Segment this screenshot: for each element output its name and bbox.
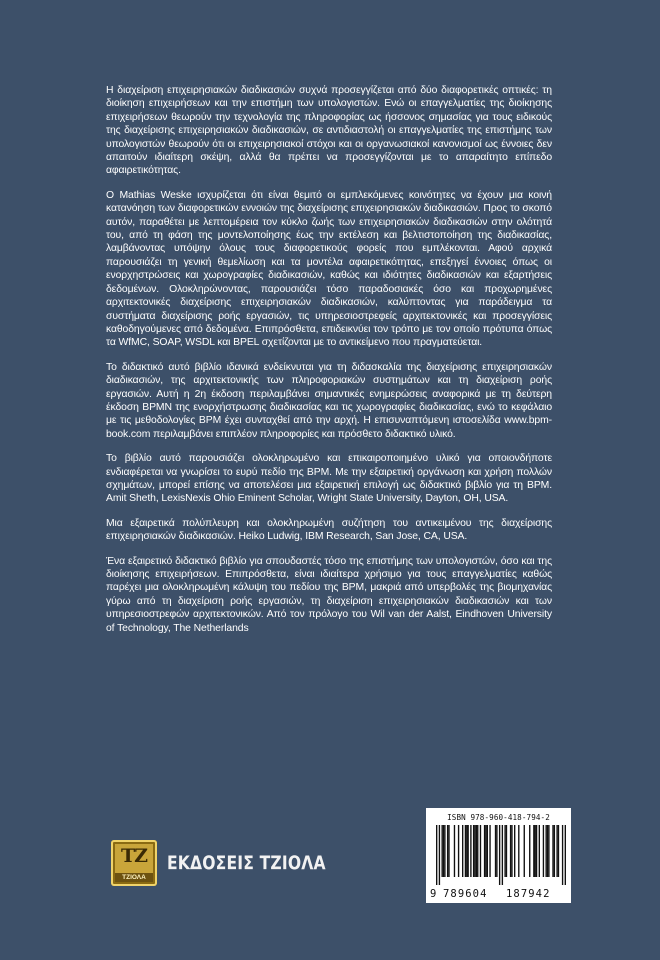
blurb-paragraph-2: Ο Mathias Weske ισχυρίζεται ότι είναι θεμιτό οι εμπλεκόμενες κοινότητες να έχουν μια κοινή κατανόηση των διαφορετικών εννοιών της διαχείρισης επιχειρησιακών διαδικασιών. Προς το σκοπό αυτόν, παραθέτει με λεπτομέρεια τον κύκλο ζωής των επιχειρησιακών διαδικασιών στην ολότητά του, από τη φάση της μοντελοποίησης έως την εκτέλεση και βελτιστοποίηση της διαδικασίας, λαμβάνοντας υπόψην όλους τους διαφορετικούς φορείς που εμπλέκονται. Αφού αρχικά παρουσιάζει τη γενική θεμελίωση και τα μοντέλα αφαιρετικότητας, επεξηγεί έννοιες όπως οι ενορχηστρώσεις και χωρογραφίες διαδικασιών, καθώς και ιδιότητες διαδικασιών και εξαρτήσεις δεδομένων. Ολοκληρώνοντας, παρουσιάζει τόσο παραδοσιακές όσο και προχωρημένες αρχιτεκτονικές διαχείρισης επιχειρησιακών διαδικασιών, καλύπτοντας για παράδειγμα τα συστήματα διαχείρισης ροής εργασιών, τις υπηρεσιοστρεφείς αρχιτεκτονικές και προσεγγίσεις καθοδηγούμενες από δεδομένα. Επιπρόσθετα, επιδεικνύει τον τρόπο με τον οποίο πρότυπα όπως τα WfMC, SOAP, WSDL και BPEL σχετίζονται με το αντικείμενο που πραγματεύεται. bbox=[106, 189, 552, 349]
barcode-bar bbox=[524, 825, 525, 877]
barcode-bar bbox=[489, 825, 490, 877]
barcode-bar bbox=[485, 825, 486, 877]
publisher-name: ΕΚΔΟΣΕΙΣ ΤΖΙΟΛΑ bbox=[167, 852, 326, 874]
barcode-bar bbox=[454, 825, 455, 877]
logo-label: ΤΖΙΟΛΑ bbox=[115, 873, 153, 882]
barcode-bar bbox=[504, 825, 505, 877]
isbn-text: ISBN 978-960-418-794-2 bbox=[447, 813, 550, 822]
barcode-bar bbox=[436, 825, 437, 885]
barcode-digits-right: 187942 bbox=[506, 888, 551, 900]
barcode-bar bbox=[480, 825, 481, 877]
barcode-bar bbox=[470, 825, 471, 877]
barcode-bar bbox=[487, 825, 488, 877]
barcode-bar bbox=[529, 825, 530, 877]
barcode-bar bbox=[556, 825, 557, 877]
barcode-bar bbox=[466, 825, 467, 877]
barcode-bar bbox=[448, 825, 449, 877]
barcode-bar bbox=[439, 825, 440, 885]
barcode-bar bbox=[484, 825, 485, 877]
barcode-bar bbox=[476, 825, 477, 877]
barcode-bar bbox=[565, 825, 566, 885]
barcode-bar bbox=[444, 825, 445, 877]
blurb-paragraph-5: Μια εξαιρετικά πολύπλευρη και ολοκληρωμένη συζήτηση του αντικειμένου της διαχείρισης επιχειρησιακών διαδικασιών. Heiko Ludwig, IBM Research, San Jose, CA, USA. bbox=[106, 517, 552, 543]
barcode-bar bbox=[474, 825, 475, 877]
barcode-bar bbox=[539, 825, 540, 877]
barcode-bar bbox=[473, 825, 474, 877]
blurb-paragraph-4: Το βιβλίο αυτό παρουσιάζει ολοκληρωμένο και επικαιροποιημένο υλικό για οποιονδήποτε ενδιαφέρεται να γνωρίσει το ευρύ πεδίο της BPM. Με την εξαιρετική οργάνωση και χρήση πολλών σχημάτων, μπορεί επίσης να αποτελέσει μια εξαιρετική επιλογή ως διδακτικό βιβλίο για τη BPM. Amit Sheth, LexisNexis Ohio Eminent Scholar, Wright State University, Dayton, OH, USA. bbox=[106, 453, 552, 505]
logo-monogram: ΤΖ bbox=[120, 845, 147, 867]
barcode-bar bbox=[547, 825, 548, 877]
barcode-bar bbox=[543, 825, 544, 877]
barcode-bar bbox=[506, 825, 507, 877]
barcode-bar bbox=[511, 825, 512, 877]
barcode-digit-first: 9 bbox=[430, 888, 437, 900]
barcode bbox=[426, 808, 571, 903]
barcode-bar bbox=[536, 825, 537, 877]
barcode-bar bbox=[495, 825, 496, 877]
barcode-bar bbox=[535, 825, 536, 877]
barcode-bars bbox=[436, 825, 566, 885]
barcode-bar bbox=[548, 825, 549, 877]
barcode-bar bbox=[447, 825, 448, 877]
publisher-logo-icon bbox=[111, 840, 157, 886]
barcode-bar bbox=[441, 825, 442, 877]
blurb-paragraph-6: Ένα εξαιρετικό διδακτικό βιβλίο για σπουδαστές τόσο της επιστήμης των υπολογιστών, όσο και της διοίκησης επιχειρήσεων. Επιπρόσθετα, είναι ιδιαίτερα χρήσιμο για τους επαγγελματίες καθώς παρέχει μια ολοκληρωμένη κάλυψη του πεδίου της BPM, μακριά από υπερβολές της βιομηχανίας γύρω από τη διαχείριση ροής εργασιών, τη διαχείριση επιχειρησιακών διαδικασιών και των υπηρεσιοστρεφών αρχιτεκτονικών. Από τον πρόλογο του Wil van der Aalst, Eindhoven University of Technology, The Netherlands bbox=[106, 555, 552, 634]
barcode-bar bbox=[443, 825, 444, 877]
barcode-bar bbox=[499, 825, 500, 885]
blurb-paragraph-3: Το διδακτικό αυτό βιβλίο ιδανικά ενδείκνυται για τη διδασκαλία της διαχείρισης επιχειρησιακών διαδικασιών, της αρχιτεκτονικής των πληροφοριακών συστημάτων και τη διαχείριση ροής εργασιών. Αυτή η 2η έκδοση περιλαμβάνει σημαντικές ενημερώσεις αναφορικά με τη δεύτερη έκδοση BPMN της ενορχήστρωσης διαδικασίας και τις χωρογραφίες διαδικασίας, ενώ το κεφάλαιο με τις μεθοδολογίες BPM έχει συνταχθεί από την αρχή. Η επισυναπτόμενη ιστοσελίδα www.bpm-book.com περιλαμβάνει επιπλέον πληροφορίες και πρόσθετο διδακτικό υλικό. bbox=[106, 361, 552, 440]
back-cover-blurb bbox=[106, 84, 552, 646]
barcode-bar bbox=[552, 825, 553, 877]
barcode-bar bbox=[496, 825, 497, 877]
barcode-bar bbox=[514, 825, 515, 877]
barcode-bar bbox=[562, 825, 563, 885]
barcode-digits-left: 789604 bbox=[443, 888, 488, 900]
barcode-bar bbox=[467, 825, 468, 877]
barcode-bar bbox=[545, 825, 546, 877]
barcode-bar bbox=[462, 825, 463, 877]
barcode-bar bbox=[465, 825, 466, 877]
barcode-bar bbox=[477, 825, 478, 877]
blurb-paragraph-1: Η διαχείριση επιχειρησιακών διαδικασιών συχνά προσεγγίζεται από δύο διαφορετικές οπτικές: τη διοίκηση επιχειρήσεων και την επιστήμη των υπολογιστών. Ενώ οι επαγγελματίες της διοίκησης επιχειρήσεων θεωρούν την τεχνολογία της πληροφορίας ως ήσσονος σημασίας για τους ειδικούς της διαχείρισης επιχειρησιακών διαδικασιών, σε αντιδιαστολή οι επαγγελματίες της επιστήμης των υπολογιστών θεωρούν ότι οι επιχειρησιακοί στόχοι και οι οργανωσιακοί κανονισμοί ως έννοιες δεν απαιτούν ιδιαίτερη σκέψη, αλλά θα πρέπει να προσεγγίζονται με το απαραίτητο επίπεδο αφαιρετικότητας. bbox=[106, 85, 552, 177]
barcode-bar bbox=[533, 825, 534, 877]
barcode-bar bbox=[502, 825, 503, 885]
publisher-block bbox=[111, 840, 361, 886]
barcode-bar bbox=[510, 825, 511, 877]
barcode-bar bbox=[558, 825, 559, 877]
barcode-bar bbox=[554, 825, 555, 877]
barcode-bar bbox=[458, 825, 459, 877]
barcode-bar bbox=[518, 825, 519, 877]
